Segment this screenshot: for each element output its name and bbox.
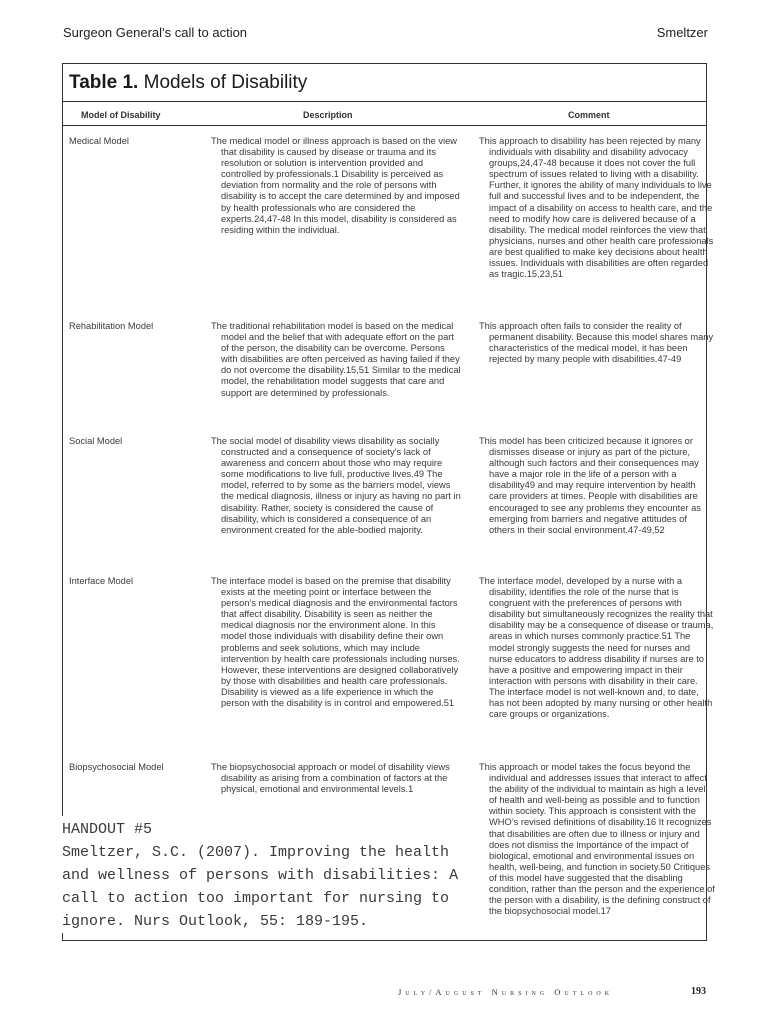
header-model: Model of Disability bbox=[81, 110, 161, 120]
row-description: The traditional rehabilitation model is based on the medical model and the belief that with adequate effort on the part of the person, the disability can be overcome. Persons with disabilities are often perceived as having failed if they do not overcome the disability.15,51 Similar to the medical model, the rehabilitation model suggests that care and support are determined by professionals. bbox=[211, 321, 461, 398]
table-title-text: Models of Disability bbox=[143, 72, 308, 93]
row-model: Interface Model bbox=[69, 576, 134, 586]
row-description: The biopsychosocial approach or model of disability views disability as arising from a combination of factors at the physical, emotional and environmental levels.1 bbox=[211, 762, 450, 795]
citation-line: call to action too important for nursing to bbox=[62, 890, 450, 907]
page-footer bbox=[0, 985, 768, 1001]
row-description: The social model of disability views disability as socially constructed and a consequence of society’s lack of awareness and concern about those who may require some modifications to live full, productive lives.49 The model, referred to by some as the barriers model, views the medical diagnosis, illness or injury as having no part in disability. Rather, society is considered the cause of disability, which is considered a consequence of an environment created for the able-bodied majority. bbox=[211, 436, 461, 535]
row-description: The interface model is based on the premise that disability exists at the meeting point or interface between the person’s medical diagnosis and the environmental factors that affect disability. Disability is seen as neither the medical diagnosis nor the environment alone. In this model those individuals with disability define their own problems and seek solutions, which may include intervention by health care professionals including nurses. However, these interventions are designed collaboratively by those with disabilities and health care professionals. Disability is viewed as a life experience in which the person with the disability is in control and empowered.51 bbox=[211, 576, 460, 709]
running-head-right: Smeltzer bbox=[656, 25, 708, 40]
row-comment: This approach often fails to consider the reality of permanent disability. Because this model shares many characteristics of the medical model, it has been rejected by many people with disabilities.47-49 bbox=[479, 321, 714, 365]
page-number: 193 bbox=[691, 986, 706, 997]
table-title bbox=[63, 64, 706, 102]
table-header-row bbox=[63, 102, 706, 126]
running-head-left: Surgeon General’s call to action bbox=[63, 25, 248, 40]
row-model: Medical Model bbox=[69, 136, 129, 146]
header-description: Description bbox=[303, 110, 353, 120]
row-comment: This approach or model takes the focus beyond the individual and addresses issues that interact to affect the ability of the individual to maintain as high a level of health and well-being as possible and to function within society. This approach is consistent with the WHO’s revised definitions of disability.16 It recognizes that disabilities are often due to illness or injury and does not dismiss the importance of the impact of biological, emotional and environmental issues on health, well-being, and function in society.50 Critiques of this model have suggested that the disabling condition, rather than the person and the experience of the person with a disability, is the defining construct of the biopsychosocial model.17 bbox=[479, 762, 715, 917]
row-comment: This model has been criticized because it ignores or dismisses disease or injury as part of the picture, although such factors and their consequences may have a major role in the life of a person with a disability49 and may require intervention by health care providers at times. People with disabilities are encouraged to see any problems they encounter as emerging from barriers and negative attitudes of others in their social environment.47-49,52 bbox=[479, 436, 701, 535]
handout-citation bbox=[62, 816, 482, 933]
table-label: Table 1. bbox=[69, 72, 139, 93]
citation-line: Smeltzer, S.C. (2007). Improving the health bbox=[62, 844, 450, 861]
row-model: Social Model bbox=[69, 436, 123, 446]
row-model: Biopsychosocial Model bbox=[69, 762, 164, 772]
citation-line: ignore. Nurs Outlook, 55: 189-195. bbox=[62, 913, 369, 930]
row-comment: This approach to disability has been rejected by many individuals with disability and disability advocacy groups,24,47-48 because it does not cover the full spectrum of issues related to living with a disability. Further, it ignores the ability of many individuals to live full and successful lives and to be independent, the impact of a disability on access to health care, and the need to modify how care is delivered because of a disability. The medical model reinforces the view that physicians, nurses and other health care professionals are best qualified to make key decisions about health issues. Individuals with disabilities are often regarded as tragic.15,23,51 bbox=[479, 136, 714, 280]
row-description: The medical model or illness approach is based on the view that disability is caused by disease or trauma and its resolution or solution is intervention provided and controlled by professionals.1 Disability is perceived as deviation from normality and the role of persons with disability is to accept the care determined by and imposed by health professionals who are considered the experts.24,47-48 In this model, disability is considered as residing within the individual. bbox=[211, 136, 460, 235]
journal-name: July/August Nursing Outlook bbox=[398, 987, 614, 997]
row-comment: The interface model, developed by a nurse with a disability, identifies the role of the nurse that is congruent with the preferences of persons with disability but simultaneously recognizes the reality that disability may be a consequence of disease or trauma, areas in which nurses commonly practice.51 The model strongly suggests the need for nurses and nurse educators to address disability if nurses are to have a positive and empowering impact in their interaction with persons with disability in their care. The interface model is not well-known and, to date, has not been adopted by many nursing or other health care groups or organizations. bbox=[479, 576, 714, 720]
handout-label: HANDOUT #5 bbox=[62, 821, 153, 838]
header-comment: Comment bbox=[568, 110, 610, 120]
citation-line: and wellness of persons with disabilities: A bbox=[62, 867, 459, 884]
models-of-disability-table bbox=[62, 63, 715, 941]
row-model: Rehabilitation Model bbox=[69, 321, 154, 331]
